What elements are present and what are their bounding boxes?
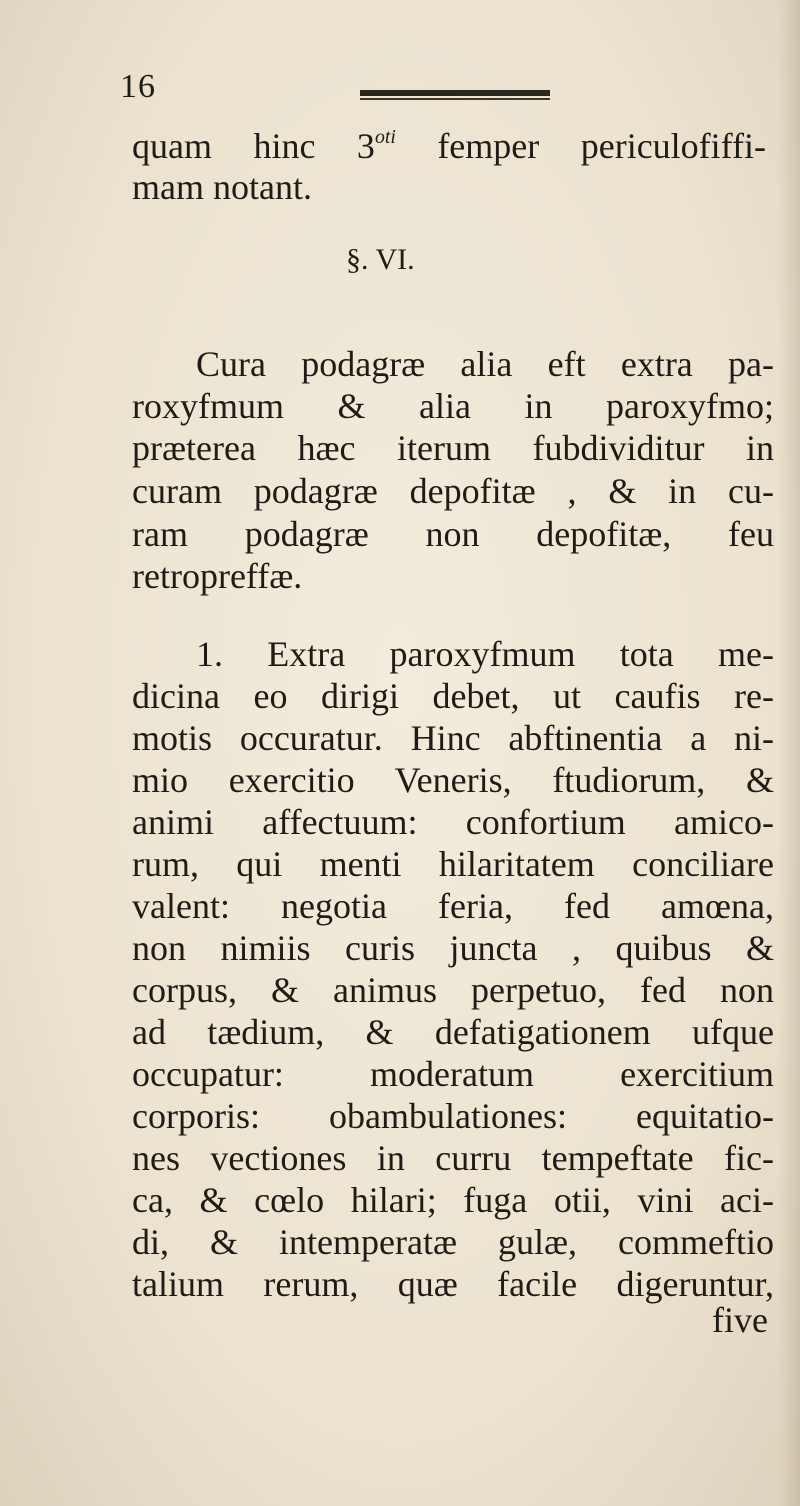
text-line: nes vectiones in curru tempeftate fic- — [132, 1138, 774, 1178]
text-line: quam hinc $3^{oti}$ femper periculofiffi- — [132, 126, 766, 166]
text-line: valent: negotia feria, fed amœna, — [132, 886, 774, 926]
text-line: ca, & cœlo hilari; fuga otii, vini aci- — [132, 1180, 774, 1220]
page-edge-shadow — [778, 0, 800, 1506]
text-line: occupatur: moderatum exercitium — [132, 1054, 774, 1094]
text-line: corpus, & animus perpetuo, fed non — [132, 970, 774, 1010]
ornament-thin-bar — [360, 98, 550, 100]
text-line: præterea hæc iterum fubdividitur in — [132, 428, 774, 468]
text-line: di, & intemperatæ gulæ, commeftio — [132, 1222, 774, 1262]
text-line: roxyfmum & alia in paroxyfmo; — [132, 386, 774, 426]
header-ornament-rule — [360, 90, 550, 100]
text-line: corporis: obambulationes: equitatio- — [132, 1096, 774, 1136]
text-line: curam podagræ depofitæ , & in cu- — [132, 471, 774, 511]
text-line: retropreffæ. — [132, 556, 303, 596]
ornament-thick-bar — [360, 90, 550, 96]
text-line: mam notant. — [132, 167, 312, 207]
superscript: oti — [374, 126, 396, 149]
text-line: non nimiis curis juncta , quibus & — [132, 928, 774, 968]
text-line: motis occuratur. Hinc abftinentia a ni- — [132, 718, 774, 758]
text-line: Cura podagræ alia eft extra pa- — [196, 344, 774, 384]
text-line: dicina eo dirigi debet, ut caufis re- — [132, 676, 774, 716]
page-number: 16 — [120, 68, 156, 105]
text-line: ram podagræ non depofitæ, feu — [132, 514, 774, 554]
text-line: ad tædium, & defatigationem ufque — [132, 1012, 774, 1052]
catchword: five — [712, 1300, 768, 1340]
text-line: animi affectuum: confortium amico- — [132, 802, 774, 842]
text-line: 1. Extra paroxyfmum tota me- — [196, 634, 774, 674]
section-heading: §. VI. — [346, 243, 415, 276]
text-line: mio exercitio Veneris, ftudiorum, & — [132, 760, 774, 800]
text-line: rum, qui menti hilaritatem conciliare — [132, 844, 774, 884]
text-line: talium rerum, quæ facile digeruntur, — [132, 1264, 774, 1304]
